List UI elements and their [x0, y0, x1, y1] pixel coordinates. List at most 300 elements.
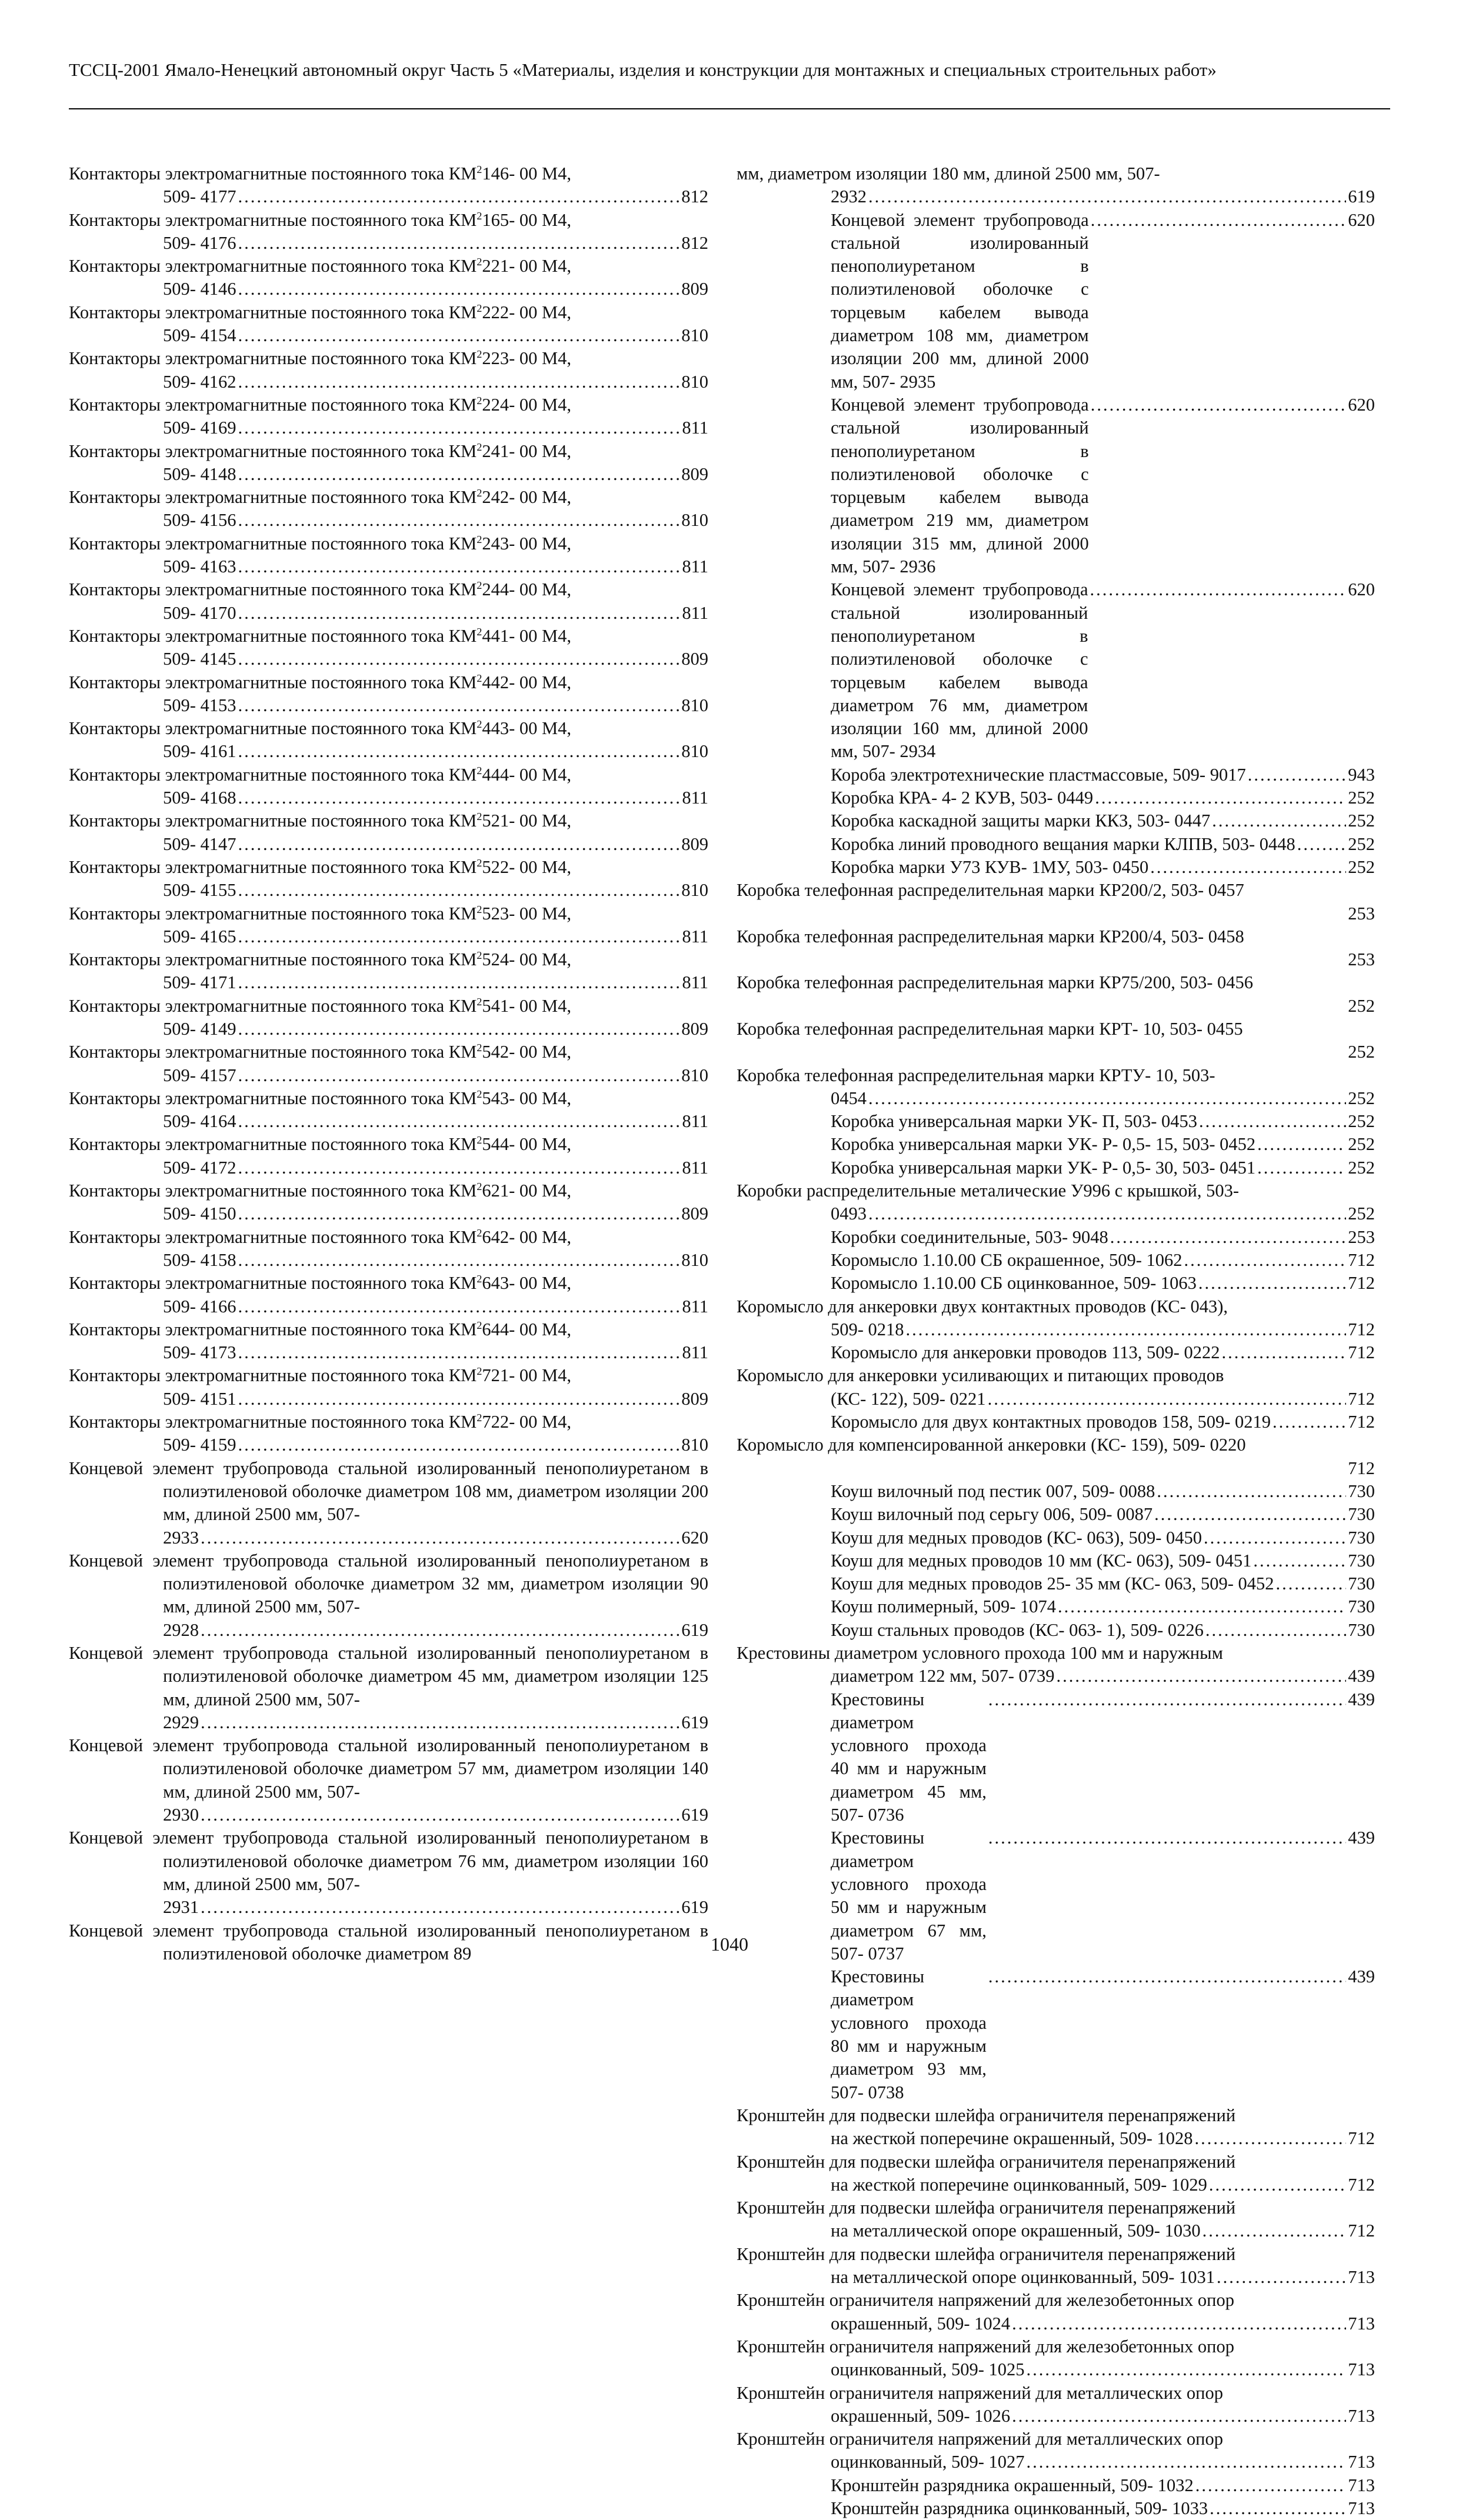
entry-continuation: мм, диаметром изоляции 180 мм, длиной 2500 мм, 507-: [737, 164, 1160, 184]
entry-page-ref: 252: [1348, 834, 1375, 854]
entry-leader-line: [163, 555, 708, 578]
entry-page-ref: 730: [1348, 1550, 1375, 1571]
entry-superscript: 2: [477, 949, 482, 962]
entry-page-ref: 252: [1348, 1042, 1375, 1062]
entry-leader-line: [831, 2405, 1375, 2428]
dot-leader: [1205, 1619, 1346, 1642]
entry-text: Коробка телефонная распределительная марки КР200/2, 503- 0457: [737, 880, 1244, 901]
entry-text: Кронштейн для подвески шлейфа ограничителя перенапряжений: [737, 2105, 1236, 2125]
index-entry: [69, 1318, 708, 1365]
entry-page-ref: 620: [1348, 579, 1375, 600]
entry-page-ref: 809: [681, 834, 708, 854]
entry-page-ref: 439: [1348, 1966, 1375, 1987]
entry-leader-line: [831, 1087, 1375, 1110]
dot-leader: [201, 1711, 679, 1734]
entry-text: Коромысло для анкеровки проводов 113, 509- 0222: [831, 1342, 1220, 1363]
entry-page-ref: 712: [1348, 1249, 1375, 1270]
index-entry: [69, 995, 708, 1041]
entry-text: Коробка телефонная распределительная марки КРТ- 10, 503- 0455: [737, 1018, 1243, 1039]
entry-page-ref: 713: [1348, 2452, 1375, 2472]
entry-page-ref: 811: [682, 972, 708, 993]
index-entry: [69, 578, 708, 625]
entry-text: Крестовины диаметром условного прохода 100 мм и наружным: [737, 1643, 1223, 1663]
entry-leader-line: [163, 1110, 708, 1133]
entry-text-rest: 146- 00 М4,: [482, 164, 571, 184]
entry-superscript: 2: [477, 164, 482, 176]
entry-superscript: 2: [477, 672, 482, 684]
entry-page-ref: 439: [1348, 1689, 1375, 1709]
dot-leader: [1095, 786, 1346, 809]
index-entry: [69, 902, 708, 949]
dot-leader: [1091, 394, 1347, 416]
entry-leader-line: [831, 1202, 1375, 1225]
dot-leader: [868, 185, 1346, 208]
entry-text: Концевой элемент трубопровода стальной изолированный пенополиуретаном в полиэтиленовой оболочке с торцевым кабелем вывода диаметром 76 мм, диаметром изоляции 160 мм, длиной 2000 мм, 507- 2934: [831, 579, 1088, 762]
entry-text: Контакторы электромагнитные постоянного тока КМ: [69, 1319, 477, 1339]
index-entry: [69, 1734, 708, 1826]
index-entry: [737, 856, 1375, 879]
entry-superscript: 2: [477, 764, 482, 776]
dot-leader: [238, 1341, 681, 1364]
entry-text-rest: 444- 00 М4,: [482, 764, 571, 785]
dot-leader: [1012, 2405, 1346, 2428]
entry-text: Кронштейн ограничителя напряжений для железобетонных опор: [737, 2336, 1235, 2356]
entry-leader-line: [163, 509, 708, 532]
index-entry: [737, 1364, 1375, 1411]
entry-superscript: 2: [477, 1134, 482, 1146]
entry-page-ref: 620: [1348, 394, 1375, 415]
entry-page-ref: 811: [682, 1296, 708, 1316]
dot-leader: [988, 1965, 1346, 1988]
index-entry: [737, 394, 1375, 578]
entry-text-rest: 441- 00 М4,: [482, 625, 571, 646]
entry-page-ref: 730: [1348, 1596, 1375, 1617]
entry-code: 509- 4153: [163, 695, 236, 715]
entry-text-rest: 242- 00 М4,: [482, 487, 571, 508]
entry-superscript: 2: [477, 533, 482, 545]
page-number: 1040: [711, 1934, 748, 1955]
entry-page-ref: 730: [1348, 1619, 1375, 1640]
entry-code: 509- 4166: [163, 1296, 236, 1316]
entry-leader-line: [831, 995, 1375, 1018]
dot-leader: [238, 925, 681, 948]
entry-code: 509- 4164: [163, 1111, 236, 1132]
index-entry: [737, 2497, 1375, 2520]
index-entry: [737, 925, 1375, 972]
entry-text: Крестовины диаметром условного прохода 80 мм и наружным диаметром 93 мм, 507- 0738: [831, 1966, 987, 2102]
entry-text: Коробка универсальная марки УК- Р- 0,5- 15, 503- 0452: [831, 1134, 1256, 1155]
entry-leader-line: [831, 1249, 1375, 1272]
entry-page-ref: 811: [682, 926, 708, 946]
dot-leader: [1110, 1226, 1346, 1249]
entry-text: Контакторы электромагнитные постоянного тока КМ: [69, 856, 477, 877]
entry-code: 509- 4154: [163, 325, 236, 346]
dot-leader: [238, 786, 681, 809]
entry-page-ref: 811: [682, 1342, 708, 1363]
entry-code: 509- 4176: [163, 232, 236, 253]
index-entry: [737, 1226, 1375, 1249]
entry-text-rest: 643- 00 М4,: [482, 1273, 571, 1294]
entry-leader-line: [831, 2358, 1375, 2381]
entry-leader-line: [831, 2266, 1375, 2289]
entry-leader-line: [163, 278, 708, 301]
entry-code: оцинкованный, 509- 1027: [831, 2452, 1025, 2472]
entry-text-rest: 243- 00 М4,: [482, 533, 571, 554]
entry-superscript: 2: [477, 1226, 482, 1239]
entry-page-ref: 810: [681, 510, 708, 531]
dot-leader: [238, 694, 680, 717]
entry-text: Коробка марки У73 КУВ- 1МУ, 503- 0450: [831, 856, 1149, 877]
entry-text: Коуш для медных проводов (КС- 063), 509- 0450: [831, 1527, 1202, 1548]
index-entry: [737, 2243, 1375, 2289]
index-entry: [737, 879, 1375, 925]
entry-page-ref: 252: [1348, 1111, 1375, 1132]
entry-page-ref: 712: [1348, 1458, 1375, 1478]
entry-leader-line: [831, 1272, 1375, 1295]
entry-page-ref: 439: [1348, 1828, 1375, 1848]
index-entry: [69, 301, 708, 348]
entry-text: Контакторы электромагнитные постоянного тока КМ: [69, 1181, 477, 1201]
dot-leader: [1150, 856, 1346, 879]
entry-page-ref: 730: [1348, 1574, 1375, 1594]
entry-page-ref: 619: [681, 1897, 708, 1918]
entry-text-rest: 523- 00 М4,: [482, 903, 571, 924]
entry-text: Контакторы электромагнитные постоянного тока КМ: [69, 579, 477, 600]
entry-leader-line: [831, 185, 1375, 208]
index-entry: [737, 1133, 1375, 1156]
entry-leader-line: [163, 1202, 708, 1225]
entry-text: Контакторы электромагнитные постоянного тока КМ: [69, 1042, 477, 1062]
index-entry: [737, 578, 1375, 763]
dot-leader: [238, 278, 680, 301]
entry-code: диаметром 122 мм, 507- 0739: [831, 1666, 1055, 1686]
index-entry: [737, 2335, 1375, 2382]
entry-text-rest: 544- 00 М4,: [482, 1134, 571, 1155]
dot-leader: [988, 1688, 1346, 1711]
index-entry: [737, 1642, 1375, 1688]
entry-text: Коромысло 1.10.00 СБ оцинкованное, 509- 1063: [831, 1273, 1197, 1294]
entry-leader-line: [831, 1041, 1375, 1064]
entry-leader-line: [163, 1896, 708, 1919]
entry-page-ref: 712: [1348, 2174, 1375, 2195]
entry-code: оцинкованный, 509- 1025: [831, 2359, 1025, 2380]
entry-text-rest: 522- 00 М4,: [482, 856, 571, 877]
index-entry: [69, 764, 708, 810]
index-entry: [737, 1619, 1375, 1642]
entry-leader-line: [163, 1804, 708, 1826]
dot-leader: [868, 1202, 1346, 1225]
index-entry: [69, 486, 708, 532]
index-entry: [737, 2104, 1375, 2151]
entry-superscript: 2: [477, 1412, 482, 1424]
entry-text-rest: 222- 00 М4,: [482, 302, 571, 322]
entry-page-ref: 619: [681, 1712, 708, 1732]
dot-leader: [1184, 1249, 1347, 1272]
entry-page-ref: 712: [1348, 2128, 1375, 2149]
entry-code: 509- 4158: [163, 1249, 236, 1270]
entry-text: Коуш стальных проводов (КС- 063- 1), 509- 0226: [831, 1619, 1204, 1640]
entry-leader-line: [831, 1110, 1375, 1133]
dot-leader: [1195, 2474, 1347, 2497]
entry-code: 509- 4170: [163, 602, 236, 623]
entry-code: 2930: [163, 1805, 199, 1825]
entry-code: 509- 4151: [163, 1388, 236, 1409]
entry-text-rest: 721- 00 М4,: [482, 1365, 571, 1386]
entry-page-ref: 620: [681, 1527, 708, 1548]
index-entry: [737, 1272, 1375, 1295]
entry-page-ref: 252: [1348, 995, 1375, 1016]
entry-superscript: 2: [477, 395, 482, 406]
entry-leader-line: [163, 602, 708, 625]
entry-page-ref: 713: [1348, 2267, 1375, 2288]
entry-code: 2928: [163, 1619, 199, 1640]
index-entry: [737, 2196, 1375, 2243]
entry-text: Контакторы электромагнитные постоянного тока КМ: [69, 1412, 477, 1432]
entry-text: Коробка каскадной защиты марки ККЗ, 503- 0447: [831, 811, 1211, 831]
index-entry: [737, 1156, 1375, 1179]
entry-leader-line: [163, 1156, 708, 1179]
dot-leader: [1091, 209, 1347, 232]
index-entry: [737, 1295, 1375, 1342]
entry-leader-line: [163, 232, 708, 255]
dot-leader: [988, 1388, 1347, 1411]
entry-page-ref: 713: [1348, 2475, 1375, 2495]
entry-superscript: 2: [477, 209, 482, 222]
entry-superscript: 2: [477, 718, 482, 731]
dot-leader: [1257, 1133, 1346, 1156]
dot-leader: [1273, 1411, 1346, 1434]
entry-page-ref: 810: [681, 371, 708, 392]
index-entry: [69, 1272, 708, 1318]
index-entry: [69, 809, 708, 856]
dot-leader: [238, 1295, 681, 1318]
entry-page-ref: 713: [1348, 2313, 1375, 2334]
index-entry: [69, 162, 708, 209]
dot-leader: [1199, 1110, 1346, 1133]
entry-page-ref: 252: [1348, 1088, 1375, 1108]
dot-leader: [238, 371, 680, 394]
index-entry: [737, 1341, 1375, 1364]
entry-page-ref: 810: [681, 325, 708, 346]
entry-text: Контакторы электромагнитные постоянного тока КМ: [69, 903, 477, 924]
entry-superscript: 2: [477, 348, 482, 361]
entry-page-ref: 712: [1348, 1273, 1375, 1294]
entry-leader-line: [831, 2451, 1375, 2474]
entry-page-ref: 730: [1348, 1527, 1375, 1548]
entry-text: Контакторы электромагнитные постоянного тока КМ: [69, 209, 477, 230]
entry-text-rest: 621- 00 М4,: [482, 1181, 571, 1201]
entry-text: Концевой элемент трубопровода стальной изолированный пенополиуретаном в полиэтиленовой оболочке с торцевым кабелем вывода диаметром 108 мм, диаметром изоляции 200 мм, длиной 2000 мм, 507- 2935: [831, 209, 1089, 392]
entry-leader-line: [163, 648, 708, 671]
entry-code: 509- 4163: [163, 556, 236, 577]
dot-leader: [238, 232, 680, 255]
entry-page-ref: 811: [682, 418, 708, 438]
entry-text: Контакторы электромагнитные постоянного тока КМ: [69, 764, 477, 785]
index-entry: [69, 625, 708, 671]
dot-leader: [201, 1896, 679, 1919]
entry-page-ref: 713: [1348, 2498, 1375, 2518]
entry-leader-line: [831, 578, 1375, 763]
dot-leader: [1276, 1572, 1347, 1595]
index-entry: [737, 1503, 1375, 1526]
index-entry: [69, 1133, 708, 1179]
index-entry: [737, 1965, 1375, 2104]
entry-leader-line: [163, 879, 708, 902]
entry-text-rest: 244- 00 М4,: [482, 579, 571, 600]
index-entry: [69, 717, 708, 764]
entry-code: 509- 4149: [163, 1018, 236, 1039]
entry-code: 509- 4177: [163, 186, 236, 207]
entry-leader-line: [163, 694, 708, 717]
entry-superscript: 2: [477, 1042, 482, 1054]
entry-text: Коромысло для двух контактных проводов 158, 509- 0219: [831, 1412, 1271, 1432]
entry-leader-line: [831, 1965, 1375, 2104]
entry-code: 509- 4165: [163, 926, 236, 946]
entry-code: 2933: [163, 1527, 199, 1548]
dot-leader: [1248, 764, 1347, 786]
entry-code: 509- 4146: [163, 279, 236, 299]
entry-superscript: 2: [477, 487, 482, 499]
entry-leader-line: [831, 1549, 1375, 1572]
entry-leader-line: [163, 1388, 708, 1411]
entry-page-ref: 811: [682, 788, 708, 808]
index-entry: [69, 1642, 708, 1734]
dot-leader: [238, 185, 680, 208]
dot-leader: [906, 1318, 1347, 1341]
index-entry: [737, 2289, 1375, 2335]
entry-text: Кронштейн для подвески шлейфа ограничителя перенапряжений: [737, 2244, 1236, 2264]
entry-leader-line: [163, 1064, 708, 1087]
entry-superscript: 2: [477, 441, 482, 453]
entry-text: Коробка телефонная распределительная марки КРТУ- 10, 503-: [737, 1065, 1215, 1085]
index-entry: [737, 1110, 1375, 1133]
entry-page-ref: 713: [1348, 2359, 1375, 2380]
entry-text-rest: 521- 00 М4,: [482, 811, 571, 831]
entry-leader-line: [831, 1318, 1375, 1341]
entry-text: Контакторы электромагнитные постоянного тока КМ: [69, 164, 477, 184]
dot-leader: [1204, 1526, 1346, 1549]
entry-superscript: 2: [477, 579, 482, 592]
entry-leader-line: [163, 971, 708, 994]
entry-text: Контакторы электромагнитные постоянного тока КМ: [69, 441, 477, 461]
entry-page-ref: 811: [682, 602, 708, 623]
entry-superscript: 2: [477, 811, 482, 823]
entry-code: 509- 4150: [163, 1204, 236, 1224]
entry-text: Кронштейн ограничителя напряжений для металлических опор: [737, 2382, 1223, 2403]
entry-page-ref: 809: [681, 649, 708, 669]
index-entry: [69, 1457, 708, 1549]
entry-text: Крестовины диаметром условного прохода 50 мм и наружным диаметром 67 мм, 507- 0737: [831, 1828, 987, 1964]
dot-leader: [1198, 1272, 1346, 1295]
index-entry: [737, 1411, 1375, 1434]
entry-text: Коуш для медных проводов 10 мм (КС- 063), 509- 0451: [831, 1550, 1252, 1571]
entry-superscript: 2: [477, 302, 482, 314]
entry-code: 0493: [831, 1204, 867, 1224]
dot-leader: [1154, 1503, 1346, 1526]
entry-text-rest: 542- 00 М4,: [482, 1042, 571, 1062]
entry-leader-line: [831, 2312, 1375, 2335]
entry-text: Кронштейн для подвески шлейфа ограничителя перенапряжений: [737, 2198, 1236, 2218]
entry-code: на жесткой поперечине окрашенный, 509- 1028: [831, 2128, 1193, 2149]
entry-leader-line: [831, 809, 1375, 832]
entry-leader-line: [163, 1018, 708, 1041]
dot-leader: [238, 1064, 680, 1087]
entry-leader-line: [831, 1595, 1375, 1618]
entry-page-ref: 810: [681, 1065, 708, 1085]
entry-leader-line: [163, 324, 708, 347]
entry-text-rest: 541- 00 М4,: [482, 995, 571, 1016]
entry-text: Коробка телефонная распределительная марки КР75/200, 503- 0456: [737, 972, 1254, 993]
entry-code: 509- 4169: [163, 418, 236, 438]
dot-leader: [1027, 2451, 1347, 2474]
index-entry: [69, 1411, 708, 1457]
entry-leader-line: [831, 394, 1375, 578]
dot-leader: [1058, 1595, 1346, 1618]
dot-leader: [1297, 833, 1346, 856]
entry-text: Коуш полимерный, 509- 1074: [831, 1596, 1056, 1617]
dot-leader: [238, 416, 681, 439]
index-entry: [737, 1595, 1375, 1618]
entry-leader-line: [163, 833, 708, 856]
entry-page-ref: 712: [1348, 1412, 1375, 1432]
entry-page-ref: 712: [1348, 1319, 1375, 1339]
entry-leader-line: [831, 1341, 1375, 1364]
entry-page-ref: 253: [1348, 949, 1375, 970]
entry-text-rest: 224- 00 М4,: [482, 394, 571, 415]
entry-page-ref: 809: [681, 279, 708, 299]
index-column-right: [737, 162, 1375, 2520]
entry-leader-line: [163, 786, 708, 809]
dot-leader: [238, 648, 680, 671]
entry-page-ref: 713: [1348, 2405, 1375, 2426]
entry-page-ref: 810: [681, 741, 708, 762]
dot-leader: [238, 463, 680, 486]
entry-page-ref: 252: [1348, 1157, 1375, 1178]
entry-superscript: 2: [477, 256, 482, 268]
entry-text: Кронштейн разрядника оцинкованный, 509- 1033: [831, 2498, 1208, 2518]
entry-leader-line: [163, 1249, 708, 1272]
entry-text: Коробки распределительные металические У996 с крышкой, 503-: [737, 1181, 1239, 1201]
dot-leader: [868, 1087, 1346, 1110]
dot-leader: [1012, 2312, 1346, 2335]
entry-code: на жесткой поперечине оцинкованный, 509- 1029: [831, 2174, 1207, 2195]
dot-leader: [988, 1826, 1346, 1849]
entry-page-ref: 619: [1348, 186, 1375, 207]
entry-text: Контакторы электромагнитные постоянного тока КМ: [69, 1088, 477, 1108]
entry-leader-line: [831, 856, 1375, 879]
index-entry: [737, 971, 1375, 1018]
entry-text: Коуш вилочный под пестик 007, 509- 0088: [831, 1481, 1155, 1501]
dot-leader: [238, 1202, 680, 1225]
entry-page-ref: 730: [1348, 1481, 1375, 1501]
entry-text: Крестовины диаметром условного прохода 40 мм и наружным диаметром 45 мм, 507- 0736: [831, 1689, 987, 1825]
entry-code: 2931: [163, 1897, 199, 1918]
entry-code: 509- 0218: [831, 1319, 904, 1339]
entry-leader-line: [831, 2127, 1375, 2150]
dot-leader: [238, 879, 680, 902]
entry-leader-line: [163, 740, 708, 763]
entry-superscript: 2: [477, 625, 482, 638]
entry-text: Коромысло для компенсированной анкеровки (КС- 159), 509- 0220: [737, 1435, 1246, 1455]
entry-text-rest: 223- 00 М4,: [482, 348, 571, 369]
entry-leader-line: [831, 2474, 1375, 2497]
entry-leader-line: [831, 1388, 1375, 1411]
entry-text: Коробка линий проводного вещания марки КЛПВ, 503- 0448: [831, 834, 1295, 854]
dot-leader: [201, 1526, 679, 1549]
entry-page-ref: 252: [1348, 811, 1375, 831]
entry-code: 509- 4155: [163, 880, 236, 901]
entry-text: Контакторы электромагнитные постоянного тока КМ: [69, 348, 477, 369]
